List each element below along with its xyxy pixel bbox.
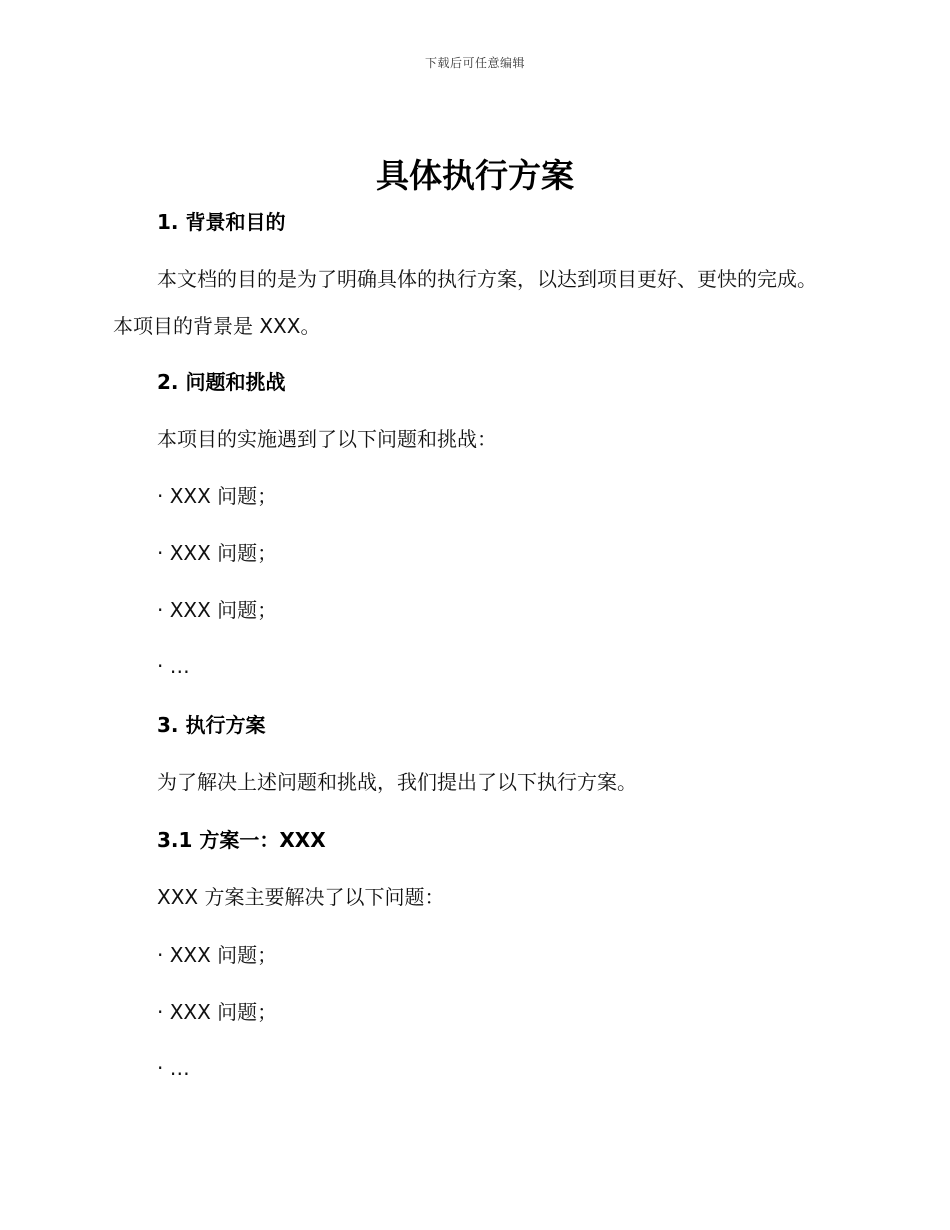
- section-3-heading: 3. 执行方案: [157, 713, 266, 737]
- section-2-heading: 2. 问题和挑战: [157, 370, 286, 394]
- section-1-paragraph: 本文档的目的是为了明确具体的执行方案，以达到项目更好、更快的完成。本项目的背景是 XXX。: [113, 267, 817, 338]
- list-item: · …: [157, 654, 190, 678]
- list-item: · XXX 问题；: [157, 484, 278, 508]
- list-item: · XXX 问题；: [157, 598, 278, 622]
- section-2-intro: 本项目的实施遇到了以下问题和挑战：: [157, 427, 497, 451]
- list-item: · …: [157, 1056, 190, 1080]
- section-3-1-heading: 3.1 方案一：XXX: [157, 828, 326, 852]
- list-item: · XXX 问题；: [157, 541, 278, 565]
- section-3-intro: 为了解决上述问题和挑战，我们提出了以下执行方案。: [157, 770, 637, 794]
- section-1-heading: 1. 背景和目的: [157, 210, 286, 234]
- section-3-1-intro: XXX 方案主要解决了以下问题：: [157, 885, 445, 909]
- header-note: 下载后可任意编辑: [424, 56, 525, 70]
- document-title: 具体执行方案: [376, 156, 574, 195]
- list-item: · XXX 问题；: [157, 943, 278, 967]
- list-item: · XXX 问题；: [157, 1000, 278, 1024]
